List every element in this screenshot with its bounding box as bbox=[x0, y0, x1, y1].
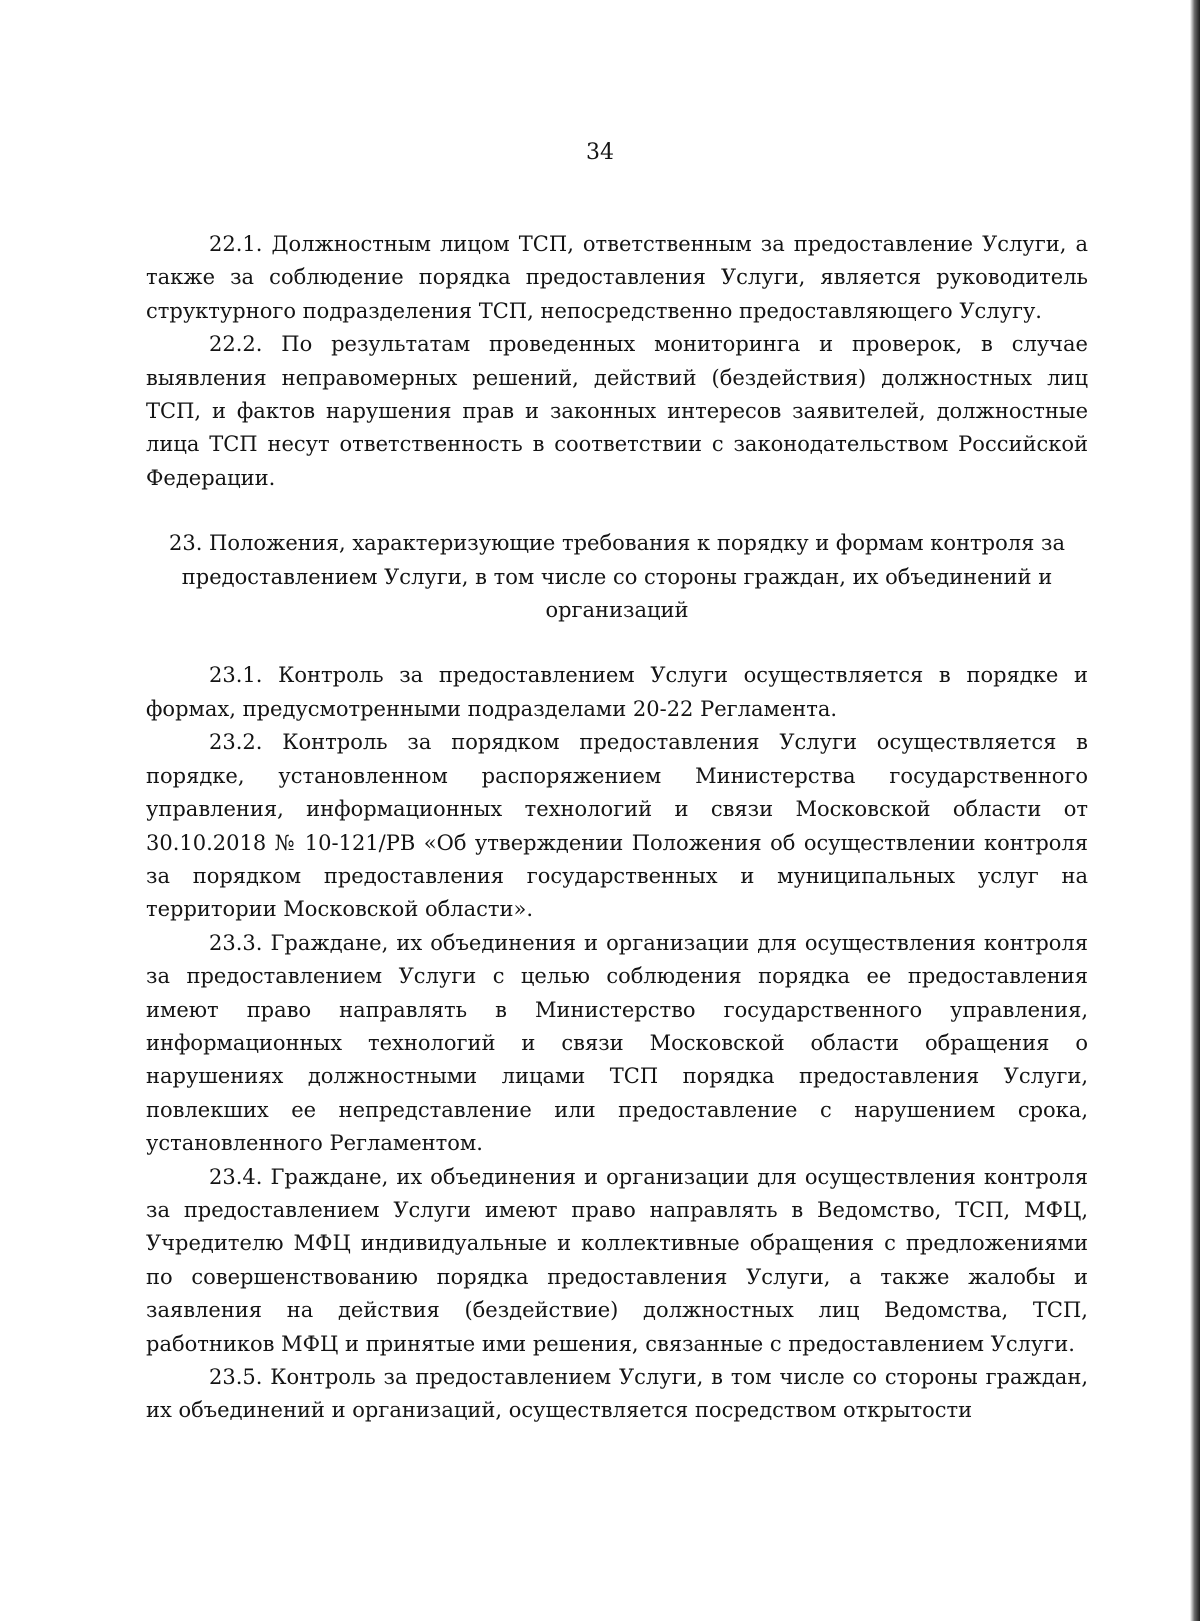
paragraph-23-2: 23.2. Контроль за порядком предоставления Услуги осуществляется в порядке, установленном распоряжением Министерства государственного управления, информационных технологий и связи Московской области от 30.10.2018 № 10-121/РВ «Об утверждении Положения об осуществлении контроля за порядком предоставления государственных и муниципальных услуг на территории Московской области». bbox=[146, 730, 1088, 922]
paragraph-23-4: 23.4. Граждане, их объединения и организации для осуществления контроля за предоставлением Услуги имеют право направлять в Ведомство, ТСП, МФЦ, Учредителю МФЦ индивидуальные и коллективные обращения с предложениями по совершенствованию порядка предоставления Услуги, а также жалобы и заявления на действия (бездействие) должностных лиц Ведомства, ТСП, работников МФЦ и принятые ими решения, связанные с предоставлением Услуги. bbox=[146, 1164, 1088, 1356]
paragraph-22-1: 22.1. Должностным лицом ТСП, ответственным за предоставление Услуги, а также за соблюдение порядка предоставления Услуги, является руководитель структурного подразделения ТСП, непосредственно предоставляющего Услугу. bbox=[146, 232, 1088, 323]
paragraph-23-1: 23.1. Контроль за предоставлением Услуги осуществляется в порядке и формах, предусмотренными подразделами 20-22 Регламента. bbox=[146, 663, 1088, 721]
document-body bbox=[146, 228, 1088, 1428]
section-heading-23: 23. Положения, характеризующие требования к порядку и формам контроля за предоставлением Услуги, в том числе со стороны граждан, их объединений и организаций bbox=[168, 531, 1066, 623]
scan-edge-shadow bbox=[1190, 0, 1200, 1621]
paragraph-23-3: 23.3. Граждане, их объединения и организации для осуществления контроля за предоставлением Услуги с целью соблюдения порядка ее предоставления имеют право направлять в Министерство государственного управления, информационных технологий и связи Московской области обращения о нарушениях должностными лицами ТСП порядка предоставления Услуги, повлекших ее непредставление или предоставление с нарушением срока, установленного Регламентом. bbox=[146, 930, 1088, 1156]
paragraph-23-5: 23.5. Контроль за предоставлением Услуги, в том числе со стороны граждан, их объединений и организаций, осуществляется посредством открытости bbox=[146, 1365, 1088, 1423]
paragraph-22-2: 22.2. По результатам проведенных мониторинга и проверок, в случае выявления неправомерных решений, действий (бездействия) должностных лиц ТСП, и фактов нарушения прав и законных интересов заявителей, должностные лица ТСП несут ответственность в соответствии с законодательством Российской Федерации. bbox=[146, 332, 1088, 490]
page-number: 34 bbox=[586, 140, 614, 165]
